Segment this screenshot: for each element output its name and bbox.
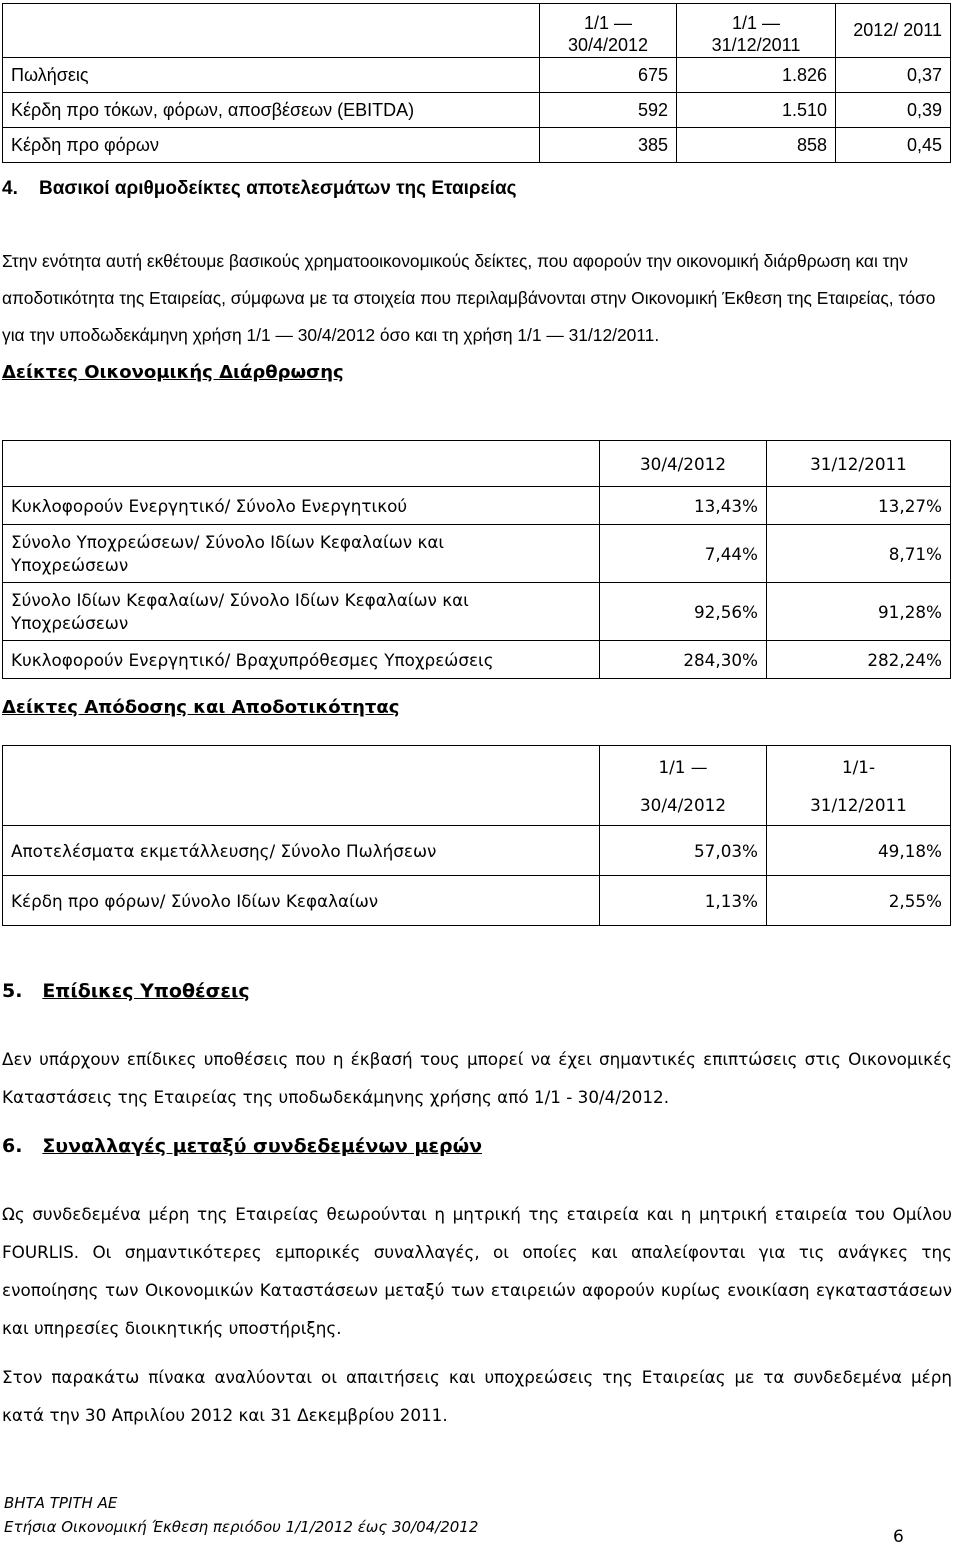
row-value: 1.826 — [677, 58, 836, 93]
footer-company: ΒΗΤΑ ΤΡΙΤΗ ΑΕ — [4, 1494, 118, 1512]
section-6-heading — [2, 1135, 482, 1157]
row-value: 0,39 — [836, 93, 951, 128]
header-period-1-line2: 30/4/2012 — [639, 794, 727, 815]
row-value: 592 — [540, 93, 677, 128]
table-row — [3, 128, 951, 163]
table-row — [3, 93, 951, 128]
row-value: 282,24% — [767, 641, 951, 679]
section-4-paragraph — [2, 243, 954, 391]
section-5-heading — [2, 980, 250, 1002]
table-row — [3, 826, 951, 876]
structure-ratios-table — [2, 440, 951, 679]
table-row — [3, 583, 951, 641]
row-value: 385 — [540, 128, 677, 163]
structure-table-header — [3, 441, 951, 487]
sales-table-header — [3, 4, 951, 58]
row-label-text: Σύνολο Υποχρεώσεων/ Σύνολο Ιδίων Κεφαλαίων και Υποχρεώσεων — [11, 531, 445, 575]
row-value: 7,44% — [600, 525, 767, 583]
row-value: 675 — [540, 58, 677, 93]
row-value: 57,03% — [600, 826, 767, 876]
section-6-paragraph-2: Στον παρακάτω πίνακα αναλύονται οι απαιτήσεις και υποχρεώσεις της Εταιρείας με τα συνδεδεμένα μέρη κατά την 30 Απριλίου 2012 και 31 Δεκεμβρίου 2011. — [2, 1367, 952, 1425]
header-empty-cell — [3, 441, 600, 487]
row-label: Κέρδη προ φόρων — [3, 128, 540, 163]
row-value: 92,56% — [600, 583, 767, 641]
header-empty-cell — [3, 746, 600, 826]
header-period-2-line1: 1/1 — — [731, 13, 781, 33]
section-4-heading — [2, 178, 517, 200]
footer-report-title: Ετήσια Οικονομική Έκθεση περιόδου 1/1/2012 έως 30/04/2012 — [4, 1518, 479, 1536]
table-row — [3, 525, 951, 583]
subheading-structure: Δείκτες Οικονομικής Διάρθρωσης — [2, 362, 344, 383]
section-6-number: 6. — [2, 1135, 23, 1157]
section-6-paragraph-1: Ως συνδεδεμένα μέρη της Εταιρείας θεωρούνται η μητρική της εταιρεία και η μητρική εταιρεία του Ομίλου FOURLIS. Οι σημαντικότερες εμπορικές συναλλαγές, οι οποίες και απαλείφονται για τις ανάγκες της ενοποίησης των Οικονομικών Καταστάσεων μεταξύ των εταιρειών αφορούν κυρίως ενοικίαση εγκαταστάσεων και υπηρεσίες διοικητικής υποστήριξης. — [2, 1204, 952, 1338]
performance-ratios-table — [2, 745, 951, 926]
header-period-1 — [600, 746, 767, 826]
row-value: 284,30% — [600, 641, 767, 679]
row-value: 1,13% — [600, 876, 767, 926]
header-empty-cell — [3, 4, 540, 58]
row-label: Πωλήσεις — [3, 58, 540, 93]
row-value: 0,37 — [836, 58, 951, 93]
row-label — [3, 583, 600, 641]
section-5-title: Επίδικες Υποθέσεις — [42, 980, 250, 1002]
section-4-number: 4. — [2, 178, 18, 199]
header-ratio: 2012/ 2011 — [836, 4, 951, 58]
header-period-2-line1: 1/1- — [841, 756, 876, 777]
row-label: Κυκλοφορούν Ενεργητικό/ Σύνολο Ενεργητικού — [3, 487, 600, 525]
row-label-text: Σύνολο Ιδίων Κεφαλαίων/ Σύνολο Ιδίων Κεφαλαίων και Υποχρεώσεων — [11, 589, 469, 633]
header-date-1: 30/4/2012 — [600, 441, 767, 487]
header-period-1 — [540, 4, 677, 58]
row-value: 1.510 — [677, 93, 836, 128]
header-period-1-line2: 30/4/2012 — [567, 35, 649, 55]
page-number: 6 — [893, 1527, 904, 1547]
row-label: Κέρδη προ φόρων/ Σύνολο Ιδίων Κεφαλαίων — [3, 876, 600, 926]
row-value: 8,71% — [767, 525, 951, 583]
section-4-text: Στην ενότητα αυτή εκθέτουμε βασικούς χρηματοοικονομικούς δείκτες, που αφορούν την οικονομική διάρθρωση και την αποδοτικότητα της Εταιρείας, σύμφωνα με τα στοιχεία που περιλαμβάνονται στην Οικονομική Έκθεση της Εταιρείας, τόσο για την υποδωδεκάμηνη χρήση 1/1 — 30/4/2012 όσο και τη χρήση 1/1 — 31/12/2011. — [2, 251, 936, 345]
header-period-2 — [677, 4, 836, 58]
row-label: Αποτελέσματα εκμετάλλευσης/ Σύνολο Πωλήσεων — [3, 826, 600, 876]
row-value: 91,28% — [767, 583, 951, 641]
row-value: 13,43% — [600, 487, 767, 525]
row-value: 13,27% — [767, 487, 951, 525]
row-value: 858 — [677, 128, 836, 163]
row-value: 49,18% — [767, 826, 951, 876]
header-period-1-line1: 1/1 — — [583, 13, 633, 33]
row-value: 0,45 — [836, 128, 951, 163]
header-date-2: 31/12/2011 — [767, 441, 951, 487]
section-4-title: Βασικοί αριθμοδείκτες αποτελεσμάτων της Εταιρείας — [38, 178, 517, 199]
sales-table — [2, 3, 951, 163]
row-label — [3, 525, 600, 583]
row-value: 2,55% — [767, 876, 951, 926]
row-label: Κέρδη προ τόκων, φόρων, αποσβέσεων (EBITDA) — [3, 93, 540, 128]
subheading-performance: Δείκτες Απόδοσης και Αποδοτικότητας — [2, 697, 400, 718]
section-5-number: 5. — [2, 980, 23, 1002]
section-6-title: Συναλλαγές μεταξύ συνδεδεμένων μερών — [42, 1135, 483, 1157]
header-period-2 — [767, 746, 951, 826]
header-period-2-line2: 31/12/2011 — [810, 794, 907, 815]
performance-table-header — [3, 746, 951, 826]
row-label: Κυκλοφορούν Ενεργητικό/ Βραχυπρόθεσμες Υποχρεώσεις — [3, 641, 600, 679]
header-period-1-line1: 1/1 — — [658, 756, 708, 777]
section-5-paragraph: Δεν υπάρχουν επίδικες υποθέσεις που η έκβασή τους μπορεί να έχει σημαντικές επιπτώσεις στις Οικονομικές Καταστάσεις της Εταιρείας της υποδωδεκάμηνης χρήσης από 1/1 - 30/4/2012. — [2, 1049, 952, 1107]
table-row — [3, 641, 951, 679]
table-row — [3, 487, 951, 525]
header-period-2-line2: 31/12/2011 — [711, 35, 801, 55]
table-row — [3, 58, 951, 93]
table-row — [3, 876, 951, 926]
